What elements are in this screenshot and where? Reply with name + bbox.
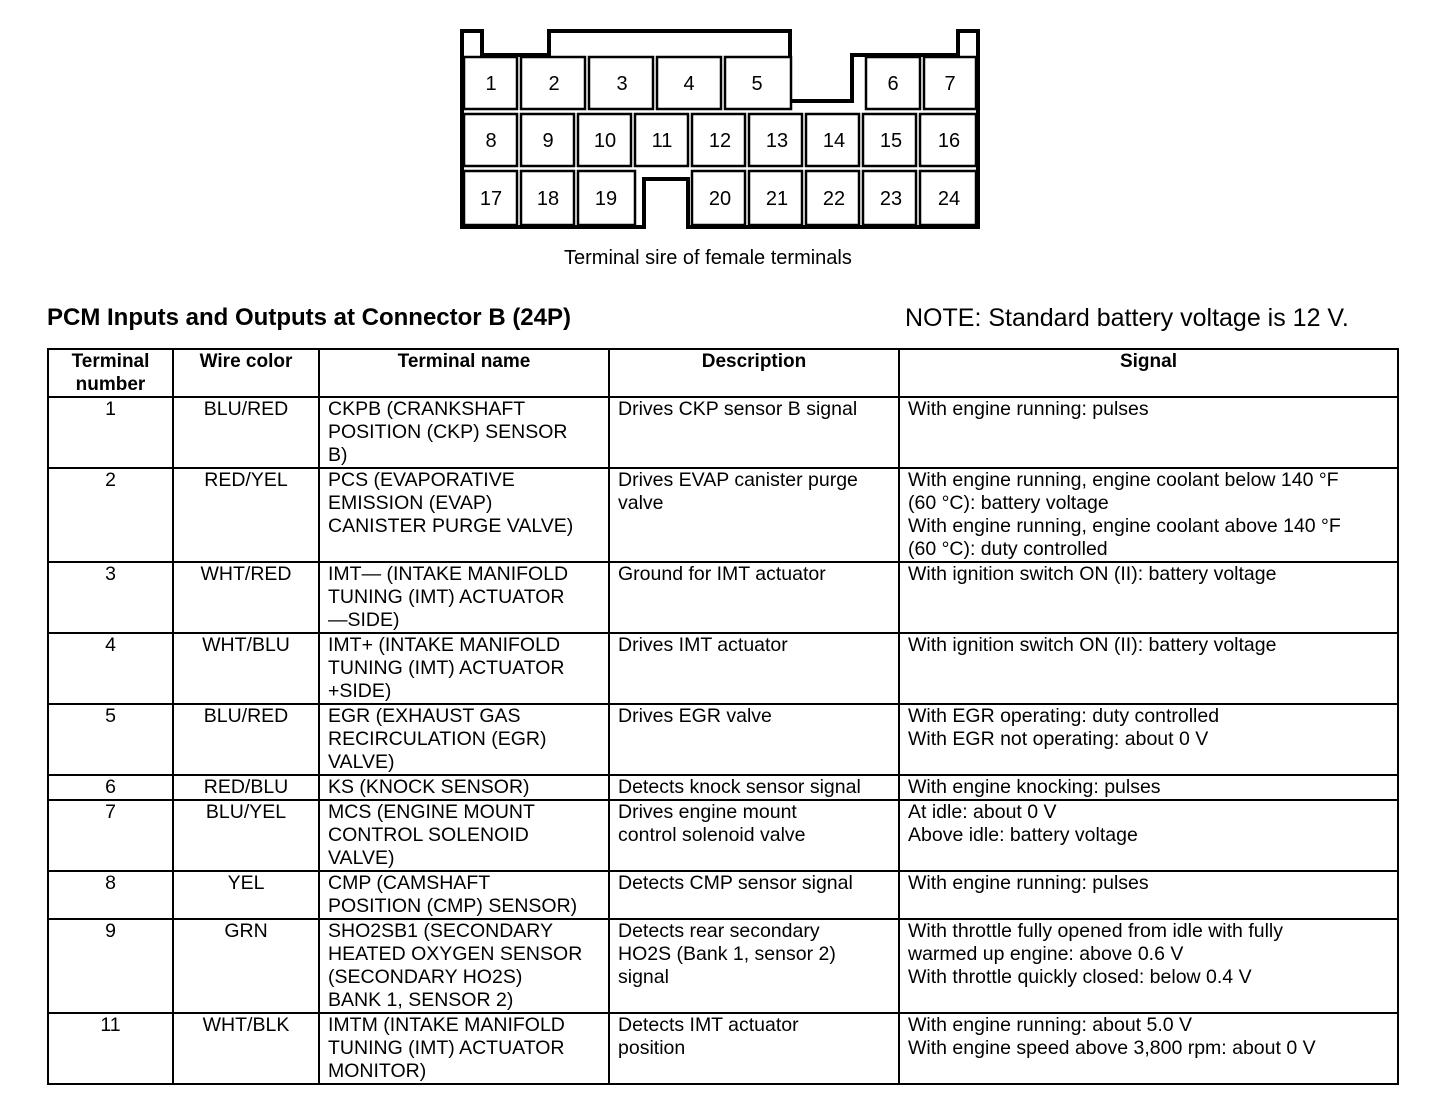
voltage-note: NOTE: Standard battery voltage is 12 V. — [905, 304, 1349, 332]
table-row — [48, 704, 1398, 775]
table-row — [48, 562, 1398, 633]
description-cell — [609, 562, 899, 633]
terminal-label: 3 — [616, 73, 628, 95]
table-row — [48, 919, 1398, 1013]
terminal-name-line: TUNING (IMT) ACTUATOR — [328, 586, 565, 608]
terminal-label: 17 — [479, 188, 503, 210]
header-terminal-number — [48, 349, 173, 397]
signal-line: (60 °C): duty controlled — [908, 538, 1108, 560]
description-line: HO2S (Bank 1, sensor 2) — [618, 943, 836, 965]
terminal-name-line: MCS (ENGINE MOUNT — [328, 801, 535, 823]
description-line: Ground for IMT actuator — [618, 563, 826, 585]
header-terminal-line1: Terminal — [71, 351, 150, 372]
terminal-number-cell: 3 — [48, 562, 173, 633]
table-header-row — [48, 349, 1398, 397]
terminal-label: 24 — [937, 188, 961, 210]
description-line: Detects CMP sensor signal — [618, 872, 853, 894]
terminal-number-cell: 5 — [48, 704, 173, 775]
terminal-name-line: EGR (EXHAUST GAS — [328, 705, 521, 727]
terminal-label: 6 — [887, 73, 899, 95]
description-cell — [609, 397, 899, 468]
table-row — [48, 468, 1398, 562]
header-terminal-name: Terminal name — [319, 349, 609, 397]
wire-color-cell: WHT/RED — [173, 562, 319, 633]
wire-color-cell: GRN — [173, 919, 319, 1013]
terminal-name-line: POSITION (CMP) SENSOR) — [328, 895, 578, 917]
terminal-name-cell — [319, 468, 609, 562]
terminal-name-line: EMISSION (EVAP) — [328, 492, 493, 514]
signal-cell — [899, 919, 1398, 1013]
signal-line: With ignition switch ON (II): battery voltage — [908, 563, 1277, 585]
table-row — [48, 397, 1398, 468]
terminal-number-cell: 8 — [48, 871, 173, 919]
terminal-name-cell — [319, 1013, 609, 1084]
terminal-name-cell — [319, 919, 609, 1013]
description-cell — [609, 871, 899, 919]
signal-cell — [899, 468, 1398, 562]
signal-line: (60 °C): battery voltage — [908, 492, 1109, 514]
signal-cell — [899, 800, 1398, 871]
signal-line: With engine speed above 3,800 rpm: about 0 V — [908, 1037, 1316, 1059]
signal-line: With engine running, engine coolant above 140 °F — [908, 515, 1341, 537]
terminal-label: 7 — [944, 73, 956, 95]
terminal-number-cell: 7 — [48, 800, 173, 871]
terminal-label: 16 — [937, 130, 961, 152]
signal-line: With ignition switch ON (II): battery voltage — [908, 634, 1277, 656]
terminal-label: 13 — [765, 130, 789, 152]
wire-color-cell: BLU/RED — [173, 397, 319, 468]
table-row — [48, 633, 1398, 704]
signal-line: With engine running, engine coolant below 140 °F — [908, 469, 1339, 491]
terminal-number-cell: 1 — [48, 397, 173, 468]
terminal-number-cell: 9 — [48, 919, 173, 1013]
terminal-label: 12 — [708, 130, 732, 152]
wire-color-cell: RED/BLU — [173, 775, 319, 800]
connector-caption: Terminal sire of female terminals — [564, 247, 852, 269]
signal-cell — [899, 775, 1398, 800]
terminal-name-line: B) — [328, 444, 348, 466]
signal-cell — [899, 562, 1398, 633]
terminal-name-line: (SECONDARY HO2S) — [328, 966, 523, 988]
terminal-label: 10 — [593, 130, 617, 152]
terminal-name-line: CANISTER PURGE VALVE) — [328, 515, 574, 537]
terminal-label: 18 — [536, 188, 560, 210]
terminal-name-cell — [319, 775, 609, 800]
terminal-name-line: SHO2SB1 (SECONDARY — [328, 920, 554, 942]
page-title: PCM Inputs and Outputs at Connector B (24P) — [47, 304, 572, 331]
signal-line: With engine running: about 5.0 V — [908, 1014, 1193, 1036]
terminal-label: 4 — [683, 73, 695, 95]
signal-line: With EGR operating: duty controlled — [908, 705, 1220, 727]
connector-diagram — [452, 22, 992, 234]
terminal-name-line: —SIDE) — [328, 609, 400, 631]
terminal-name-cell — [319, 800, 609, 871]
terminal-number-cell: 11 — [48, 1013, 173, 1084]
signal-line: With engine running: pulses — [908, 398, 1149, 420]
terminal-label: 19 — [594, 188, 618, 210]
terminal-name-cell — [319, 633, 609, 704]
signal-cell — [899, 704, 1398, 775]
header-signal: Signal — [899, 349, 1398, 397]
signal-line: With throttle fully opened from idle with fully — [908, 920, 1283, 942]
connector-keyway — [549, 31, 790, 55]
terminal-label: 8 — [485, 130, 497, 152]
terminal-name-line: HEATED OXYGEN SENSOR — [328, 943, 583, 965]
description-line: signal — [618, 966, 669, 988]
wire-color-cell: BLU/YEL — [173, 800, 319, 871]
description-cell — [609, 633, 899, 704]
signal-line: warmed up engine: above 0.6 V — [908, 943, 1184, 965]
signal-line: At idle: about 0 V — [908, 801, 1057, 823]
terminal-label: 21 — [765, 188, 789, 210]
terminal-label: 9 — [542, 130, 554, 152]
terminal-name-line: VALVE) — [328, 847, 395, 869]
description-line: Detects IMT actuator — [618, 1014, 799, 1036]
terminal-label: 11 — [651, 130, 673, 152]
terminal-number-cell: 4 — [48, 633, 173, 704]
terminal-label: 22 — [822, 188, 846, 210]
terminal-name-line: TUNING (IMT) ACTUATOR — [328, 1037, 565, 1059]
table-row — [48, 1013, 1398, 1084]
wire-color-cell: WHT/BLU — [173, 633, 319, 704]
terminal-name-cell — [319, 562, 609, 633]
terminal-name-line: POSITION (CKP) SENSOR — [328, 421, 568, 443]
description-line: valve — [618, 492, 664, 514]
terminal-name-line: VALVE) — [328, 751, 395, 773]
terminal-name-cell — [319, 704, 609, 775]
terminal-label: 15 — [879, 130, 903, 152]
header-description: Description — [609, 349, 899, 397]
signal-line: With engine running: pulses — [908, 872, 1149, 894]
signal-line: Above idle: battery voltage — [908, 824, 1138, 846]
description-cell — [609, 800, 899, 871]
wire-color-cell: RED/YEL — [173, 468, 319, 562]
description-line: Drives EGR valve — [618, 705, 772, 727]
description-cell — [609, 704, 899, 775]
signal-line: With throttle quickly closed: below 0.4 V — [908, 966, 1252, 988]
description-line: Detects rear secondary — [618, 920, 820, 942]
terminal-name-line: RECIRCULATION (EGR) — [328, 728, 547, 750]
signal-line: With EGR not operating: about 0 V — [908, 728, 1209, 750]
terminal-name-line: BANK 1, SENSOR 2) — [328, 989, 514, 1011]
terminal-name-line: IMT— (INTAKE MANIFOLD — [328, 563, 569, 585]
description-cell — [609, 775, 899, 800]
signal-cell — [899, 871, 1398, 919]
wire-color-cell: BLU/RED — [173, 704, 319, 775]
terminal-name-cell — [319, 397, 609, 468]
terminal-number-cell: 2 — [48, 468, 173, 562]
table-row — [48, 775, 1398, 800]
signal-cell — [899, 633, 1398, 704]
terminal-name-line: MONITOR) — [328, 1060, 427, 1082]
description-line: Drives EVAP canister purge — [618, 469, 858, 491]
description-cell — [609, 468, 899, 562]
terminal-label: 14 — [822, 130, 846, 152]
terminal-label: 2 — [548, 73, 560, 95]
terminal-name-line: TUNING (IMT) ACTUATOR — [328, 657, 565, 679]
terminal-label: 20 — [708, 188, 732, 210]
terminal-label: 1 — [485, 73, 497, 95]
description-cell — [609, 1013, 899, 1084]
signal-line: With engine knocking: pulses — [908, 776, 1161, 798]
signal-cell — [899, 1013, 1398, 1084]
description-line: Drives engine mount — [618, 801, 797, 823]
description-line: Detects knock sensor signal — [618, 776, 861, 798]
terminal-name-line: CONTROL SOLENOID — [328, 824, 529, 846]
wire-color-cell: YEL — [173, 871, 319, 919]
pcm-io-table — [47, 348, 1399, 1085]
wire-color-cell: WHT/BLK — [173, 1013, 319, 1084]
terminal-name-line: +SIDE) — [328, 680, 392, 702]
terminal-name-line: KS (KNOCK SENSOR) — [328, 776, 530, 798]
terminal-name-line: CKPB (CRANKSHAFT — [328, 398, 526, 420]
header-terminal-line2: number — [75, 374, 146, 395]
description-line: Drives IMT actuator — [618, 634, 788, 656]
description-line: Drives CKP sensor B signal — [618, 398, 858, 420]
terminal-name-line: IMTM (INTAKE MANIFOLD — [328, 1014, 565, 1036]
terminal-name-line: CMP (CAMSHAFT — [328, 872, 491, 894]
table-row — [48, 871, 1398, 919]
description-line: position — [618, 1037, 686, 1059]
terminal-name-line: IMT+ (INTAKE MANIFOLD — [328, 634, 561, 656]
terminal-label: 23 — [879, 188, 903, 210]
description-line: control solenoid valve — [618, 824, 806, 846]
signal-cell — [899, 397, 1398, 468]
terminal-name-line: PCS (EVAPORATIVE — [328, 469, 515, 491]
header-wire-color: Wire color — [173, 349, 319, 397]
terminal-label: 5 — [751, 73, 763, 95]
description-cell — [609, 919, 899, 1013]
table-row — [48, 800, 1398, 871]
terminal-number-cell: 6 — [48, 775, 173, 800]
terminal-name-cell — [319, 871, 609, 919]
